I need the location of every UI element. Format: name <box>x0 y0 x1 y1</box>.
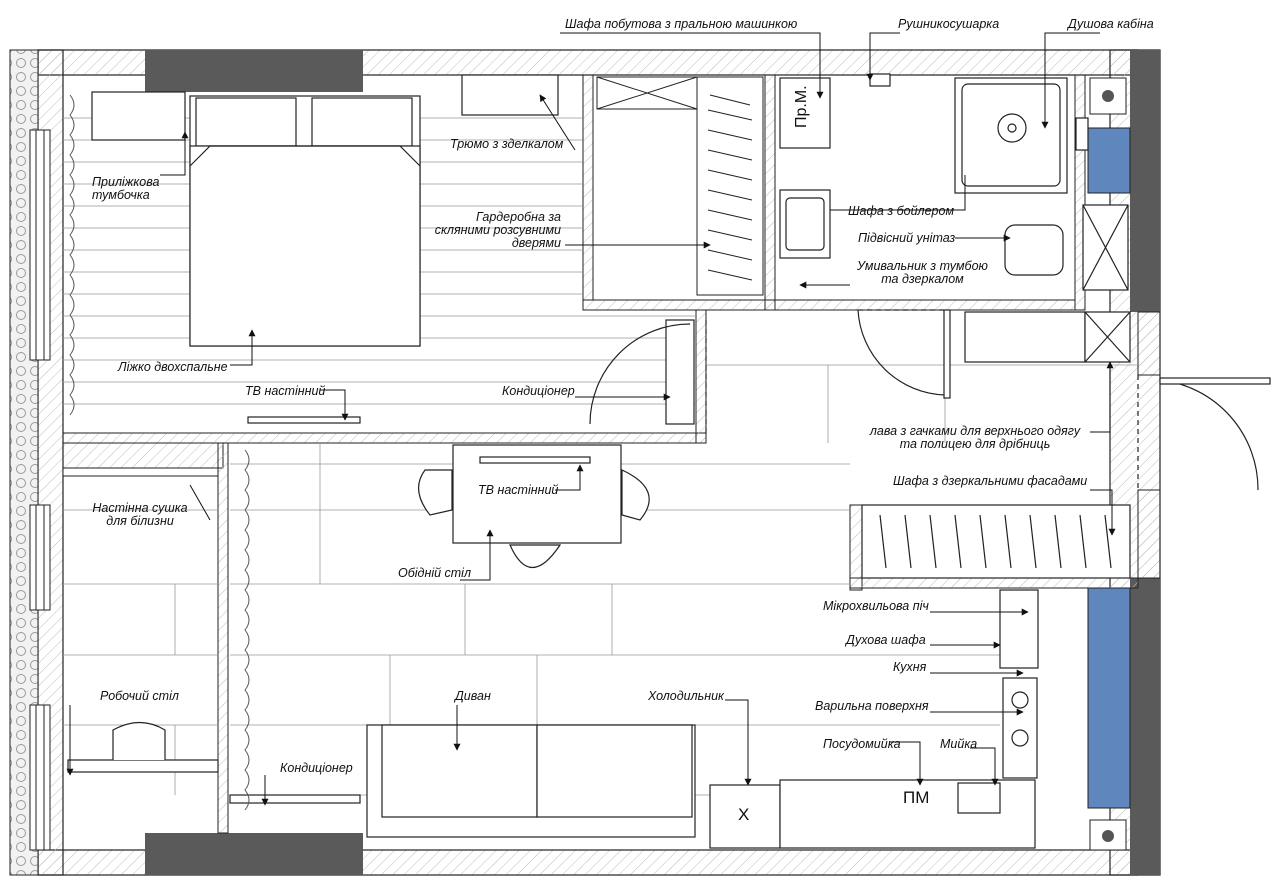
label-dining-table: Обідній стіл <box>398 566 472 580</box>
label-ac-living: Кондиціонер <box>280 761 353 775</box>
drying-rack <box>63 468 218 476</box>
label-toilet: Підвісний унітаз <box>858 231 956 245</box>
bench <box>965 312 1085 362</box>
label-bench: лава з гачками для верхнього одягу та полицею для дрібниць <box>869 424 1081 451</box>
code-pm-bottom: ПМ <box>903 788 930 807</box>
label-kitchen: Кухня <box>893 660 927 674</box>
doors <box>590 310 1270 490</box>
label-oven: Духова шафа <box>846 633 926 647</box>
label-desk: Робочий стіл <box>100 689 179 703</box>
mirror-wardrobe <box>862 505 1130 578</box>
label-wardrobe-glass: Гардеробна за скляними розсувними дверями <box>434 210 561 250</box>
label-sink: Мийка <box>940 737 978 751</box>
label-towel-dryer: Рушникосушарка <box>898 17 1000 31</box>
label-tv-living: ТВ настінний <box>478 483 559 497</box>
bedside-table <box>92 92 185 140</box>
label-washbasin: Умивальник з тумбою та дзеркалом <box>857 259 988 286</box>
code-x-mark: Х <box>738 805 750 824</box>
label-fridge: Холодильник <box>648 689 724 703</box>
label-bed: Ліжко двохспальне <box>118 360 228 374</box>
microwave <box>1000 590 1038 668</box>
desk <box>68 760 218 772</box>
label-trumo: Трюмо з зделкалом <box>450 137 564 151</box>
code-pm-top: Пр.М. <box>793 85 810 128</box>
label-boiler: Шафа з бойлером <box>848 204 955 218</box>
trumo <box>462 75 558 115</box>
label-hob: Варильна поверхня <box>815 699 929 713</box>
label-microwave: Мікрохвильова піч <box>823 599 929 613</box>
wardrobe-hangers <box>597 77 763 295</box>
label-mirror-wardrobe: Шафа з дзеркальними фасадами <box>893 474 1088 488</box>
towel-dryer <box>870 74 890 86</box>
toilet <box>1005 225 1063 275</box>
label-bedside-table: Приліжкова тумбочка <box>92 175 160 202</box>
label-tv-bedroom: ТВ настінний <box>245 384 326 398</box>
label-drying-rack: Настінна сушка для білизни <box>92 501 188 528</box>
label-shower: Душова кабіна <box>1068 17 1154 31</box>
label-wardrobe-washer: Шафа побутова з пральною машинкою <box>565 17 798 31</box>
label-dishwasher: Посудомийка <box>823 737 901 751</box>
label-sofa: Диван <box>455 689 491 703</box>
label-ac-bedroom: Кондиціонер <box>502 384 575 398</box>
